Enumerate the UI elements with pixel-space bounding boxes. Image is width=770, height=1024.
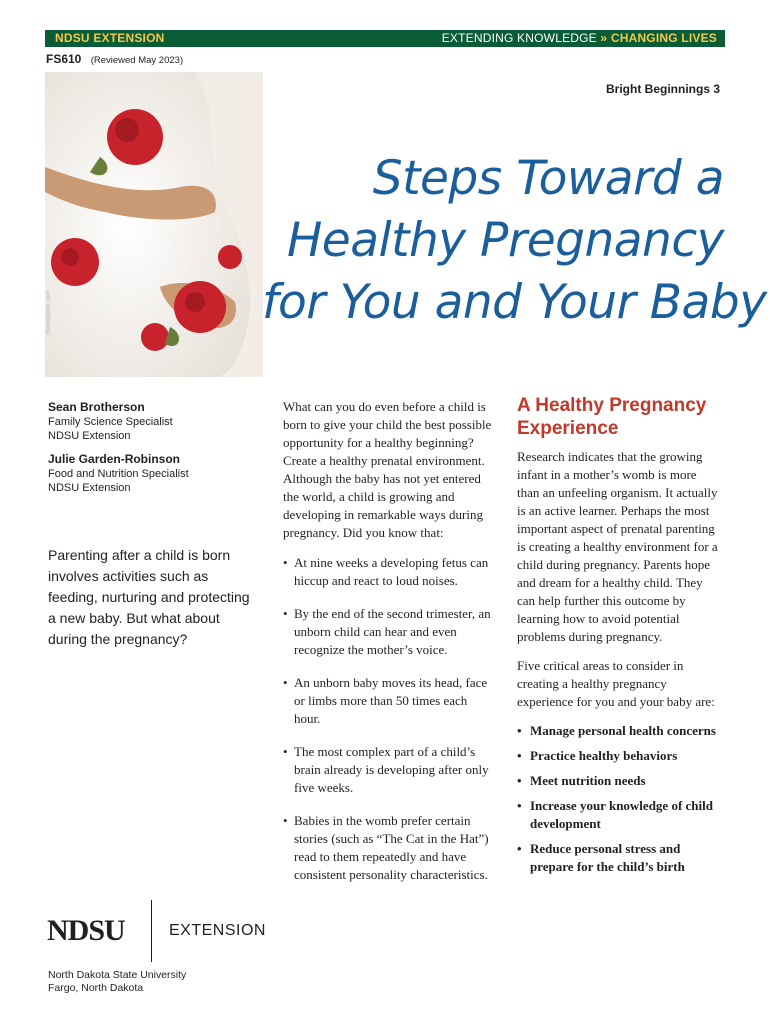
critical-areas-list <box>517 722 722 876</box>
tagline-left: EXTENDING KNOWLEDGE <box>441 31 597 45</box>
pub-number: FS610 <box>46 52 82 66</box>
author <box>48 452 258 495</box>
author-org: NDSU Extension <box>48 482 131 494</box>
tagline-right: CHANGING LIVES <box>610 31 717 45</box>
logo-wordmark: NDSU <box>47 914 125 947</box>
tagline <box>442 31 717 45</box>
review-date: (Reviewed May 2023) <box>90 55 184 66</box>
column-2-intro: What can you do even before a child is born to give your child the best possible opportunity for a healthy beginning? Create a healthy prenatal environment. Although the baby has not yet entered the world, a child is growing and developing in remarkable ways during pregnancy. Did you know that: <box>283 399 492 540</box>
column-2 <box>283 398 493 899</box>
author-role: Family Science Specialist <box>48 416 173 428</box>
list-item: • By the end of the second trimester, an unborn child can hear and even recognize the mother’s voice. <box>283 605 493 659</box>
section-paragraph: Five critical areas to consider in creating a healthy pregnancy experience for you and your baby are: <box>517 658 715 709</box>
photo-credit: iStockphoto.com <box>46 290 52 335</box>
tagline-separator-icon: » <box>600 31 608 45</box>
author-list <box>48 400 258 504</box>
author-role: Food and Nutrition Specialist <box>48 468 189 480</box>
footer-address <box>48 969 186 995</box>
list-item: • Babies in the womb prefer certain stories (such as “The Cat in the Hat”) read to them repeatedly and have consistent personality characteristics. <box>283 812 493 884</box>
series-label: Bright Beginnings 3 <box>606 82 720 96</box>
org-name: NDSU EXTENSION <box>55 31 165 45</box>
list-item: • Manage personal health concerns <box>517 722 722 740</box>
list-item: • Increase your knowledge of child development <box>517 797 722 833</box>
title-line-3: for You and Your Baby <box>262 275 767 330</box>
section-paragraph: Research indicates that the growing infant in a mother’s womb is more than an unfeeling organism. It actually is an active learner. Perhaps the most important aspect of prenatal parenting is creating a healthy environment for a child during pregnancy. Parents hope and dream for a healthy child. They can help further this outcome by learning how to avoid potential problems during pregnancy. <box>517 449 718 644</box>
footer-line-1: North Dakota State University <box>48 969 187 981</box>
page-title <box>262 148 767 334</box>
list-item: • An unborn baby moves its head, face or limbs more than 50 times each hour. <box>283 674 493 728</box>
photo-illustration <box>45 72 263 377</box>
title-line-1: Steps Toward a <box>372 151 724 206</box>
list-item: • At nine weeks a developing fetus can hiccup and react to loud noises. <box>283 554 493 590</box>
author <box>48 400 258 443</box>
title-line-2: Healthy Pregnancy <box>286 213 724 268</box>
list-item: • The most complex part of a child’s brain already is developing after only five weeks. <box>283 743 493 797</box>
author-org: NDSU Extension <box>48 430 131 442</box>
column-3 <box>517 394 722 883</box>
logo-unit: EXTENSION <box>169 922 266 939</box>
header-bar <box>45 30 725 47</box>
fact-list <box>283 554 493 884</box>
pregnant-belly-photo <box>45 72 263 377</box>
author-name: Sean Brotherson <box>48 400 145 414</box>
author-name: Julie Garden-Robinson <box>48 452 181 466</box>
list-item: • Meet nutrition needs <box>517 772 722 790</box>
logo-divider <box>151 900 152 962</box>
list-item: • Practice healthy behaviors <box>517 747 722 765</box>
section-heading: A Healthy Pregnancy Experience <box>517 395 707 439</box>
list-item: • Reduce personal stress and prepare for the child’s birth <box>517 840 722 876</box>
intro-quote: Parenting after a child is born involves activities such as feeding, nurturing and protecting a new baby. But what about during the pregnancy? <box>48 547 250 647</box>
publication-number <box>46 52 183 66</box>
ndsu-extension-logo <box>47 900 277 962</box>
footer-line-2: Fargo, North Dakota <box>48 982 144 994</box>
